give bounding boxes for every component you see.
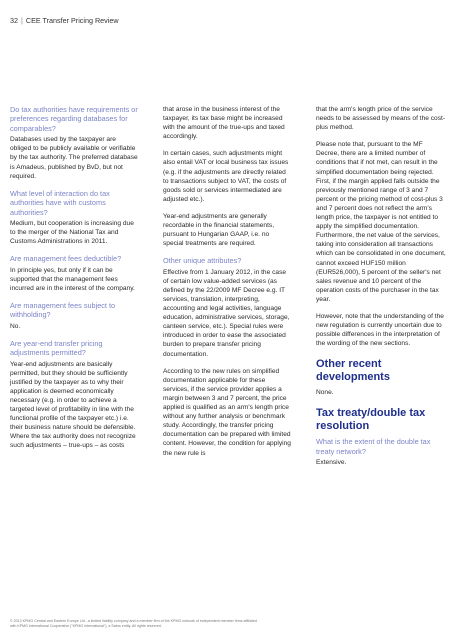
column-right (316, 105, 446, 475)
body-paragraph: Extensive. (316, 459, 347, 467)
body-paragraph: that the arm's length price of the service needs to be assessed by means of the cost-plus method. (316, 106, 446, 132)
body-paragraph: In certain cases, such adjustments might also entail VAT or local business tax issues (e.g. if the adjustments are directly related to transactions subject to VAT, the costs of goods sold or services intermediated are adjusted etc.). (163, 150, 289, 203)
document-title: CEE Transfer Pricing Review (25, 16, 119, 25)
body-paragraph: Databases used by the taxpayer are obliged to be publicly available or verifiable by the tax authority. The preferred database is Amadeus, published by BvD, but not required. (10, 136, 138, 180)
question-heading: What is the extent of the double tax treaty network? (316, 437, 431, 456)
column-middle (163, 105, 291, 466)
body-paragraph: that arose in the business interest of the taxpayer, its tax base might be increased with the amount of the true-ups and taxed accordingly. (163, 106, 285, 141)
body-paragraph: Effective from 1 January 2012, in the case of certain low value-added services (as defined by the 22/2009 MF Decree e.g. IT services, translation, interpreting, accounting and legal activities, language education, administrative services, storage, canteen service, etc.). Special rules were introduced in order to ease the associated burden to prepare transfer pricing documentation. (163, 268, 290, 358)
page-header (10, 16, 119, 25)
body-paragraph: Year-end adjustments are generally recordable in the financial statements, pursuant to Hungarian GAAP, i.e. no special treatments are required. (163, 212, 275, 248)
body-paragraph: According to the new rules on simplified documentation applicable for these services, if the service provider applies a margin between 3 and 7 percent, the price applied is qualified as an arm's length price without any further analysis or benchmark study. Accordingly, the transfer pricing documentation can be prepared with limited content. However, the condition for applying the new rule is (163, 367, 291, 457)
body-paragraph: Medium, but cooperation is increasing due to the merger of the National Tax and Customs Administrations in 2011. (10, 219, 134, 246)
header-separator: | (21, 16, 23, 25)
section-heading: Other recent developments (316, 358, 390, 383)
section-heading: Tax treaty/double tax resolution (316, 407, 426, 432)
question-heading: Are management fees subject to withholding? (10, 300, 116, 320)
question-heading: Do tax authorities have requirements or preferences regarding databases for comparables? (10, 105, 138, 133)
body-paragraph: Please note that, pursuant to the MF Decree, there are a limited number of conditions that if not met, can result in the simplified documentation being rejected. First, if the margin applied falls outside the previously mentioned range of 3 and 7 percent or the pricing method of cost-plus 3 and 7 percent does not reflect the arm's length price, the taxpayer is not entitled to apply the simplified documentation. Furthermore, the net value of the services, taking into consideration all transactions which can be consolidated in one document, cannot exceed HUF150 million (EUR526,000), 5 percent of the seller's net sales revenue and 10 percent of the operation costs of the purchaser in the tax year. (316, 141, 446, 303)
question-heading: What level of interaction do tax authorities have with customs authorities? (10, 188, 110, 217)
body-paragraph: No. (10, 322, 21, 330)
body-paragraph: In principle yes, but only if it can be supported that the management fees incurred are in the interest of the company. (10, 266, 135, 292)
body-paragraph: None. (316, 389, 334, 397)
question-heading: Are management fees deductible? (10, 254, 122, 264)
copyright-footer (10, 619, 440, 629)
copyright-line-2: with KPMG International Cooperative ("KPMG International"), a Swiss entity. All rights reserved. (10, 624, 162, 628)
body-paragraph: Year-end adjustments are basically permitted, but they should be sufficiently justified by the taxpayer as to why their application is deemed economically necessary (e.g. in order to achieve a targeted level of profitability in line with the functional profile of the taxpayer etc.) i.e. their business nature should be defensible. Where the tax authority does not recognize such adjustments – true-ups – as costs (10, 360, 136, 450)
page-number: 32 (10, 16, 18, 25)
question-heading: Are year-end transfer pricing adjustments permitted? (10, 338, 103, 358)
body-paragraph: However, note that the understanding of the new regulation is currently uncertain due to possible differences in the interpretation of the wording of the new sections. (316, 312, 444, 348)
copyright-line-1: © 2013 KPMG Central and Eastern Europe Ltd., a limited liability company and a member firm of the KPMG network of independent member firms affiliated (10, 619, 257, 623)
column-left (10, 105, 138, 459)
question-heading: Other unique attributes? (163, 256, 242, 266)
